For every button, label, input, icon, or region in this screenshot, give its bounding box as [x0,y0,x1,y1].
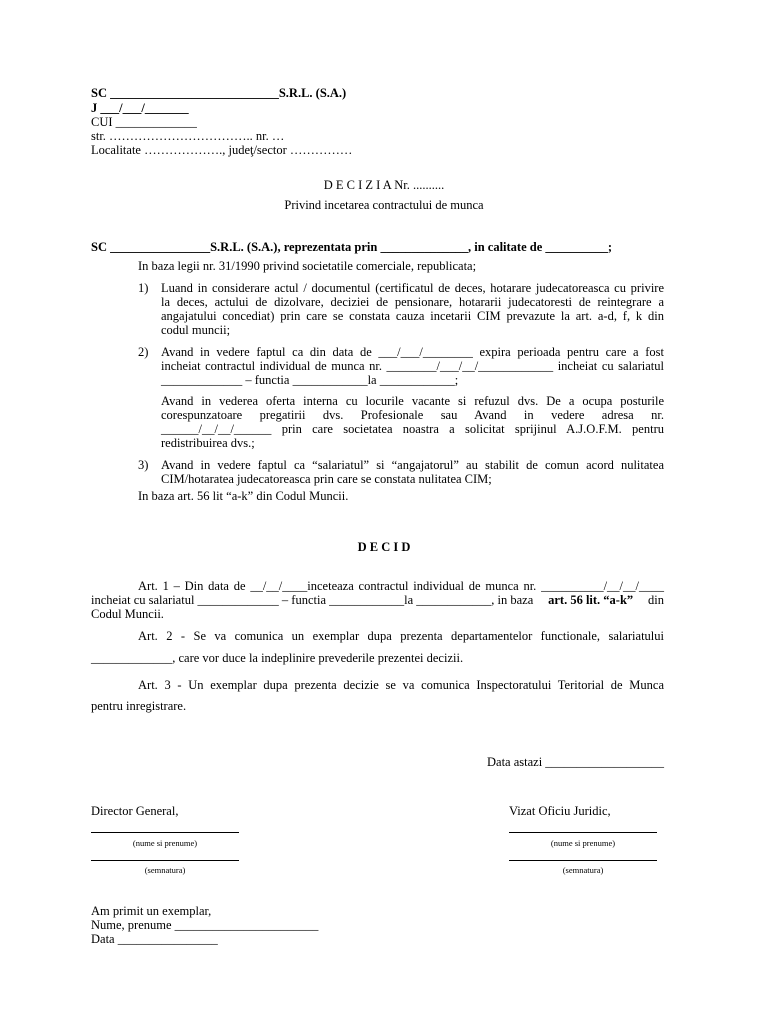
art-2-line: _____________, care vor duce la indeplinire prevederile prezentei decizii. [91,651,464,665]
item-3-line: CIM/hotaratea judecatoreasca prin care se constata nulitatea CIM; [161,472,492,486]
director-name-caption: (nume si prenume) [132,838,198,848]
art-1-line-2 [91,593,664,607]
item-1-line: Luand in considerare actul / documentul (certificatul de deces, hotarare judecatoreasca cu privire [161,281,664,295]
decid-heading: D E C I D [357,540,411,554]
legal-name-caption: (nume si prenume) [550,838,616,848]
legal-office-label: Vizat Oficiu Juridic, [509,804,611,818]
company-cui-line: CUI _____________ [91,115,197,129]
item-2b-line: redistribuirea dvs.; [161,436,255,450]
company-street-line: str. …………………………….. nr. … [91,129,285,143]
art-3-line: Art. 3 - Un exemplar dupa prezenta decizie se va comunica Inspectoratului Teritorial de Munca [138,678,664,692]
item-2b-line: ______/__/__/______ prin care societatea noastra a solicitat sprijinul A.J.O.F.M. pentru [161,422,664,436]
document-title: D E C I Z I A Nr. .......... [323,178,445,192]
intro-sc-line: SC ________________S.R.L. (S.A.), reprezentata prin ______________, in calitate de __________; [91,240,613,254]
director-general-label: Director General, [91,804,179,818]
item-2-line: incheiat contractul individual de munca nr. ________/___/__/____________ incheiat cu salariatul [161,359,664,373]
company-sc-line: SC ___________________________S.R.L. (S.A.) [91,86,347,100]
item-2-number: 2) [138,345,149,359]
art-1-line: Art. 1 – Din data de __/__/____inceteaza contractul individual de munca nr. __________/__/__/____ [138,579,664,593]
item-1-line: angajatului concediat) prin care se constata cauza incetarii CIM prevazute la art. a-d, f, k din [161,309,664,323]
art-1-text: din [648,593,664,607]
document-subtitle: Privind incetarea contractului de munca [284,198,484,212]
item-1-number: 1) [138,281,149,295]
legal-signature-line [509,860,657,861]
director-name-line [91,832,239,833]
art-3-line: pentru inregistrare. [91,699,187,713]
director-signature-caption: (semnatura) [144,865,186,875]
item-1-line: codul muncii; [161,323,231,337]
art-2-line: Art. 2 - Se va comunica un exemplar dupa prezenta departamentelor functionale, salariatului [138,629,664,643]
receipt-name-field: Nume, prenume _______________________ [91,918,319,932]
item-3-number: 3) [138,458,149,472]
item-2b-line: corespunzatoare pregatirii dvs. Profesionale sau Avand in vedere adresa nr. [161,408,664,422]
receipt-date-field: Data ________________ [91,932,218,946]
item-2-line: Avand in vedere faptul ca din data de ___/___/________ expira perioada pentru care a fost [161,345,664,359]
art-1-legal-ref: art. 56 lit. “a-k” [548,593,634,607]
art-1-line: Codul Muncii. [91,607,164,621]
date-today-field: Data astazi ___________________ [487,755,665,769]
legal-basis-line: In baza legii nr. 31/1990 privind societatile comerciale, republicata; [138,259,477,273]
company-j-line: J ___/___/_______ [91,101,189,115]
company-locality-line: Localitate ………………., judeţ/sector …………… [91,143,353,157]
art56-line: In baza art. 56 lit “a-k” din Codul Muncii. [138,489,349,503]
item-2-line: _____________ – functia ____________la ____________; [161,373,459,387]
legal-name-line [509,832,657,833]
item-2b-line: Avand in vederea oferta interna cu locurile vacante si refuzul dvs. De a ocupa posturile [161,394,664,408]
receipt-line: Am primit un exemplar, [91,904,212,918]
director-signature-line [91,860,239,861]
item-1-line: la deces, actului de dizolvare, deciziei de pensionare, hotararii judecatoresti de reintegrare a [161,295,664,309]
legal-signature-caption: (semnatura) [562,865,604,875]
item-3-line: Avand in vedere faptul ca “salariatul” si “angajatorul” au stabilit de comun acord nulitatea [161,458,664,472]
art-1-text: incheiat cu salariatul _____________ – functia ____________la ____________, in baza [91,593,534,607]
